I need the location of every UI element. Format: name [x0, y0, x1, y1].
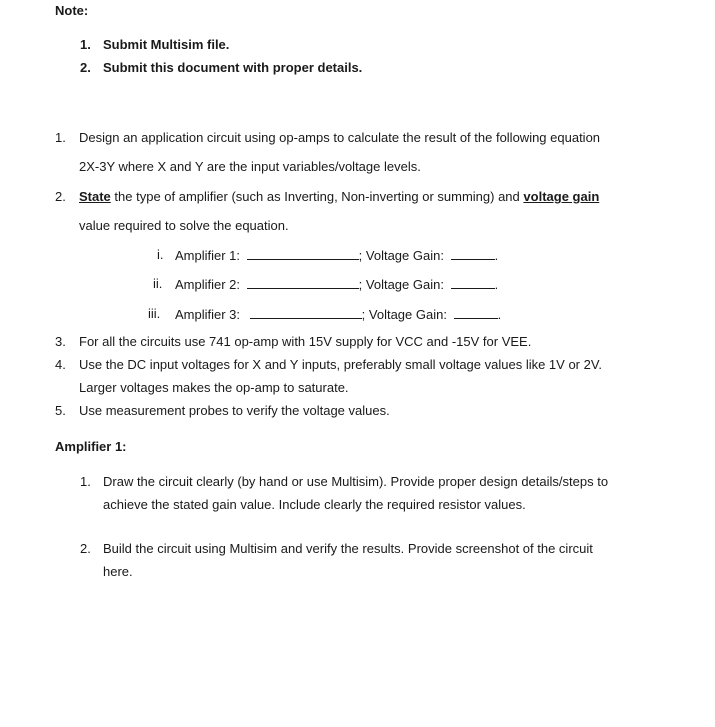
- task-4-line-2: Larger voltages makes the op-amp to saturate.: [79, 380, 349, 395]
- amp1-item-1-line-1: Draw the circuit clearly (by hand or use Multisim). Provide proper design details/steps to: [103, 474, 609, 489]
- task-5-text: Use measurement probes to verify the voltage values.: [79, 403, 390, 418]
- amp-3-row: [175, 306, 501, 323]
- task-5-number: 5.: [55, 403, 66, 418]
- amp-3-label: Amplifier 3:: [175, 307, 241, 322]
- note-item-2-text: Submit this document with proper details.: [103, 60, 363, 75]
- amp-1-row: [175, 247, 498, 264]
- amp-3-gain-label: ; Voltage Gain:: [361, 307, 447, 322]
- task-4-number: 4.: [55, 357, 66, 372]
- task-2-line-1: [79, 189, 599, 205]
- amp-3-gain-blank: [454, 306, 498, 319]
- amp-2-row: [175, 276, 498, 293]
- amp-2-label: Amplifier 2:: [175, 277, 241, 292]
- amp1-item-1-number: 1.: [80, 474, 91, 489]
- amp-3-end: .: [497, 307, 502, 322]
- amp-1-blank: [247, 247, 359, 260]
- note-item-1-text: Submit Multisim file.: [103, 37, 230, 52]
- amp-2-blank: [247, 276, 359, 289]
- amp1-item-2-number: 2.: [80, 541, 91, 556]
- note-item-2-number: 2.: [80, 60, 91, 75]
- amp-2-gain-label: ; Voltage Gain:: [358, 277, 444, 292]
- note-item-1-number: 1.: [80, 37, 91, 52]
- amp-2-end: .: [494, 277, 499, 292]
- task-3-number: 3.: [55, 334, 66, 349]
- voltage-gain-keyword: voltage gain: [523, 189, 600, 204]
- amp-3-blank: [250, 306, 362, 319]
- task-2-middle-text: the type of amplifier (such as Inverting, Non-inverting or summing) and: [114, 189, 520, 204]
- amp1-item-1-line-2: achieve the stated gain value. Include clearly the required resistor values.: [103, 497, 526, 512]
- task-2-line-2: value required to solve the equation.: [79, 218, 289, 233]
- note-heading: Note:: [55, 3, 89, 18]
- task-2-number: 2.: [55, 189, 66, 204]
- amp-2-gain-blank: [451, 276, 495, 289]
- amp-1-end: .: [494, 248, 499, 263]
- amp-1-gain-blank: [451, 247, 495, 260]
- task-1-line-2: 2X-3Y where X and Y are the input variables/voltage levels.: [79, 159, 421, 174]
- amp1-item-2-line-1: Build the circuit using Multisim and verify the results. Provide screenshot of the circuit: [103, 541, 593, 556]
- state-keyword: State: [79, 189, 111, 204]
- task-3-text: For all the circuits use 741 op-amp with 15V supply for VCC and -15V for VEE.: [79, 334, 532, 349]
- amp-1-number: i.: [157, 247, 164, 262]
- amp-1-gain-label: ; Voltage Gain:: [358, 248, 444, 263]
- amp-3-number: iii.: [148, 306, 161, 321]
- amp-1-label: Amplifier 1:: [175, 248, 241, 263]
- amplifier-1-heading: Amplifier 1:: [55, 439, 127, 454]
- task-1-number: 1.: [55, 130, 66, 145]
- task-4-line-1: Use the DC input voltages for X and Y inputs, preferably small voltage values like 1V or 2V.: [79, 357, 602, 372]
- amp1-item-2-line-2: here.: [103, 564, 133, 579]
- task-1-line-1: Design an application circuit using op-amps to calculate the result of the following equation: [79, 130, 601, 145]
- amp-2-number: ii.: [153, 276, 163, 291]
